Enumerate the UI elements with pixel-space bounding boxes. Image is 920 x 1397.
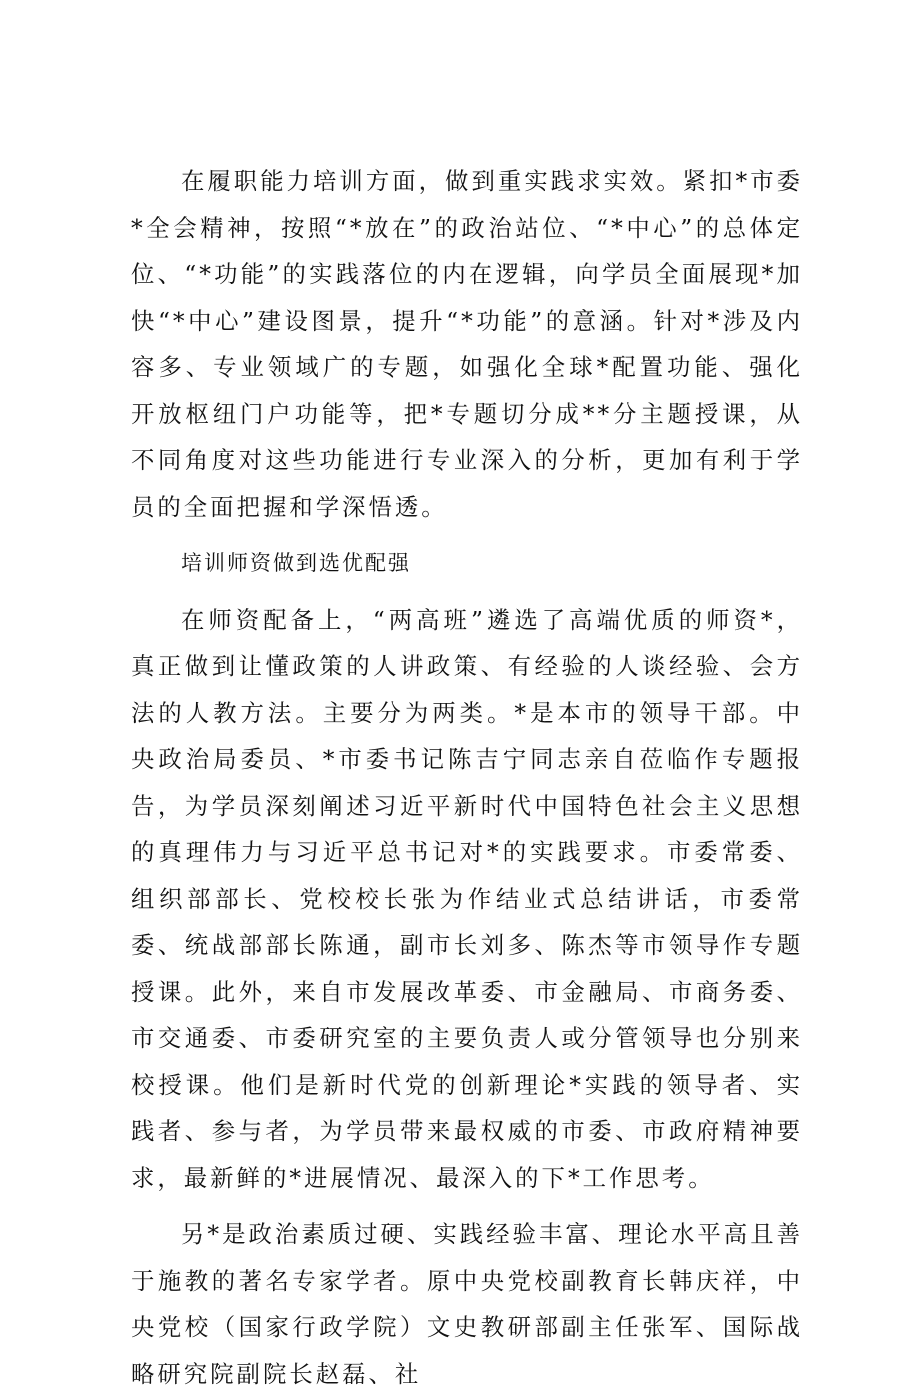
paragraph-performance-training: 在履职能力培训方面，做到重实践求实效。紧扣*市委*全会精神，按照“*放在”的政治站位、“*中心”的总体定位、“*功能”的实践落位的内在逻辑，向学员全面展现*加快“*中心”建设图景，提升“*功能”的意涵。针对*涉及内容多、专业领域广的专题，如强化全球*配置功能、强化开放枢纽门户功能等，把*专题切分成**分主题授课，从不同角度对这些功能进行专业深入的分析，更加有利于学员的全面把握和学深悟透。 (131, 167, 803, 521)
paragraph-expert-scholars: 另*是政治素质过硬、实践经验丰富、理论水平高且善于施教的著名专家学者。原中央党校副教育长韩庆祥，中央党校（国家行政学院）文史教研部副主任张军、国际战略研究院副院长赵磊、社 (131, 1220, 803, 1388)
document-body (131, 158, 803, 1397)
section-heading-faculty: 培训师资做到选优配强 (181, 551, 411, 575)
paragraph-faculty-selection: 在师资配备上，“两高班”遴选了高端优质的师资*，真正做到让懂政策的人讲政策、有经验的人谈经验、会方法的人教方法。主要分为两类。*是本市的领导干部。中央政治局委员、*市委书记陈吉宁同志亲自莅临作专题报告，为学员深刻阐述习近平新时代中国特色社会主义思想的真理伟力与习近平总书记对*的实践要求。市委常委、组织部部长、党校校长张为作结业式总结讲话，市委常委、统战部部长陈通，副市长刘多、陈杰等市领导作专题授课。此外，来自市发展改革委、市金融局、市商务委、市交通委、市委研究室的主要负责人或分管领导也分别来校授课。他们是新时代党的创新理论*实践的领导者、实践者、参与者，为学员带来最权威的市委、市政府精神要求，最新鲜的*进展情况、最深入的下*工作思考。 (131, 605, 803, 1192)
